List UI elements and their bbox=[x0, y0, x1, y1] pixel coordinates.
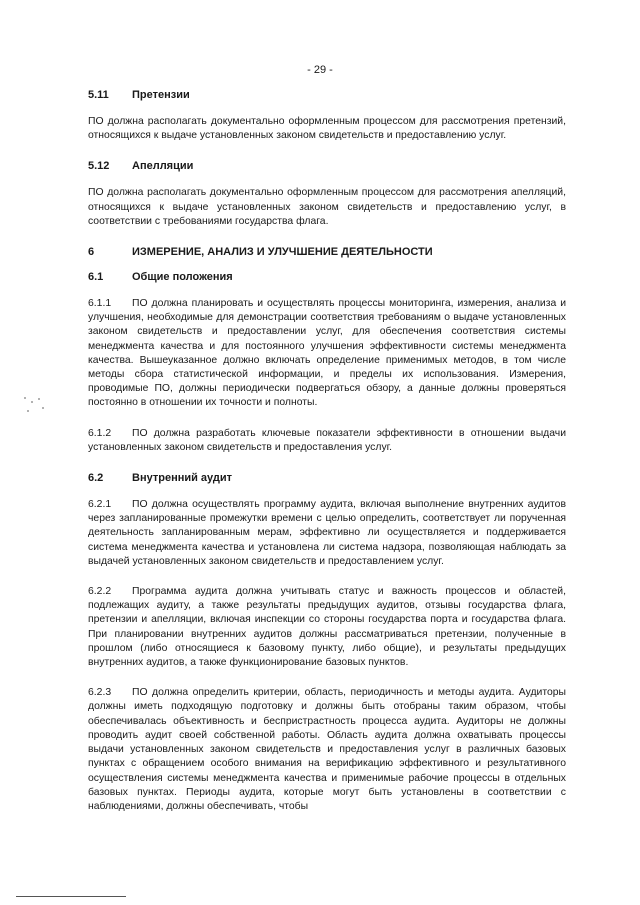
section-title: ИЗМЕРЕНИЕ, АНАЛИЗ И УЛУЧШЕНИЕ ДЕЯТЕЛЬНОСТИ bbox=[132, 246, 433, 259]
section-number: 6.1 bbox=[88, 271, 104, 284]
section-heading-6-1 bbox=[88, 270, 566, 284]
section-number: 6.2 bbox=[88, 472, 104, 485]
section-number: 5.12 bbox=[88, 160, 110, 173]
section-title: Общие положения bbox=[132, 271, 233, 284]
paragraph-text: ПО должна осуществлять программу аудита, включая выполнение внутренних аудитов через запланированные промежутки времени с целью определить, соответствует ли порученная деятельность запланированным мерам, эффективно ли осуществляется и поддерживается система менеджмента качества и установлена ли система надзора, позволяющая наблюдать за выдачей установленных законом свидетельств и предоставлением услуг. bbox=[88, 499, 566, 567]
paragraph-6-1-1 bbox=[88, 297, 566, 411]
page-number: - 29 - bbox=[307, 64, 333, 76]
section-title: Апелляции bbox=[132, 160, 194, 173]
paragraph-text: Программа аудита должна учитывать статус и важность процессов и областей, подлежащих аудиту, а также результаты предыдущих аудитов, отзывы государства флага, претензии и апелляции, включая инспекции со стороны государства порта и государства флага. При планировании внутренних аудитов должны рассматриваться претензии, полученные в прошлом (либо относящиеся к базовому пункту, либо общие), и результаты предыдущих внутренних аудитов, а также функционирование базовых пунктов. bbox=[88, 586, 566, 669]
paragraph-6-2-1 bbox=[88, 498, 566, 569]
paragraph-text: ПО должна определить критерии, область, периодичность и методы аудита. Аудиторы должны иметь подходящую подготовку и должны быть отобраны таким образом, чтобы обеспечивалась объективность и беспристрастность процесса аудита. Аудиторы не должны проводить аудит своей собственной работы. Область аудита должна охватывать процессы выдачи установленных законом свидетельств и предоставления услуг в различных базовых пунктах с обращением особого внимания на верификацию эффективного и результативного осуществления системы менеджмента качества и применимые рабочие процессы в отдельных базовых пунктах. Периоды аудита, которые могут быть установлены в соответствии с наблюдениями, должны обеспечивать, чтобы bbox=[88, 687, 566, 812]
section-heading-5-12 bbox=[88, 159, 566, 173]
paragraph-text: ПО должна планировать и осуществлять процессы мониторинга, измерения, анализа и улучшения, необходимые для демонстрации соответствия требованиям о выдаче установленных законом свидетельств и предоставлении услуг, для обеспечения соответствия системы менеджмента качества и для постоянного улучшения эффективности системы менеджмента качества. Вышеуказанное должно включать определение применимых методов, в том числе методы сбора статистической информации, и пределы их использования. Измерения, проводимые ПО, должны периодически подвергаться обзору, а данные должны проверяться постоянно в отношении их точности и полноты. bbox=[88, 298, 566, 409]
paragraph-number: 6.2.1 bbox=[88, 499, 112, 511]
scan-margin-specks bbox=[22, 395, 52, 435]
section-number: 5.11 bbox=[88, 89, 109, 101]
section-heading-6-2 bbox=[88, 471, 566, 485]
section-title: Претензии bbox=[132, 89, 190, 101]
paragraph-number: 6.2.3 bbox=[88, 687, 112, 699]
page-content bbox=[88, 88, 566, 814]
paragraph-6-2-3 bbox=[88, 686, 566, 814]
footer-rule bbox=[16, 896, 126, 897]
paragraph-number: 6.2.2 bbox=[88, 586, 112, 598]
section-heading-6 bbox=[88, 245, 566, 259]
section-heading-5-11 bbox=[88, 88, 566, 102]
paragraph-text: ПО должна разработать ключевые показатели эффективности в отношении выдачи установленных законом свидетельств и предоставления услуг. bbox=[88, 427, 566, 453]
paragraph-number: 6.1.2 bbox=[88, 427, 112, 439]
paragraph-5-12: ПО должна располагать документально оформленным процессом для рассмотрения апелляций, относящихся к выдаче установленных законом свидетельств и предоставлению услуг, в соответствии с требованиями государства флага. bbox=[88, 187, 566, 227]
paragraph-6-1-2 bbox=[88, 427, 566, 455]
paragraph-5-11: ПО должна располагать документально оформленным процессом для рассмотрения претензий, относящихся к выдаче установленных законом свидетельств и предоставлению услуг. bbox=[88, 116, 566, 142]
section-number: 6 bbox=[88, 246, 95, 259]
paragraph-number: 6.1.1 bbox=[88, 298, 112, 310]
section-title: Внутренний аудит bbox=[132, 472, 233, 485]
paragraph-6-2-2 bbox=[88, 585, 566, 670]
